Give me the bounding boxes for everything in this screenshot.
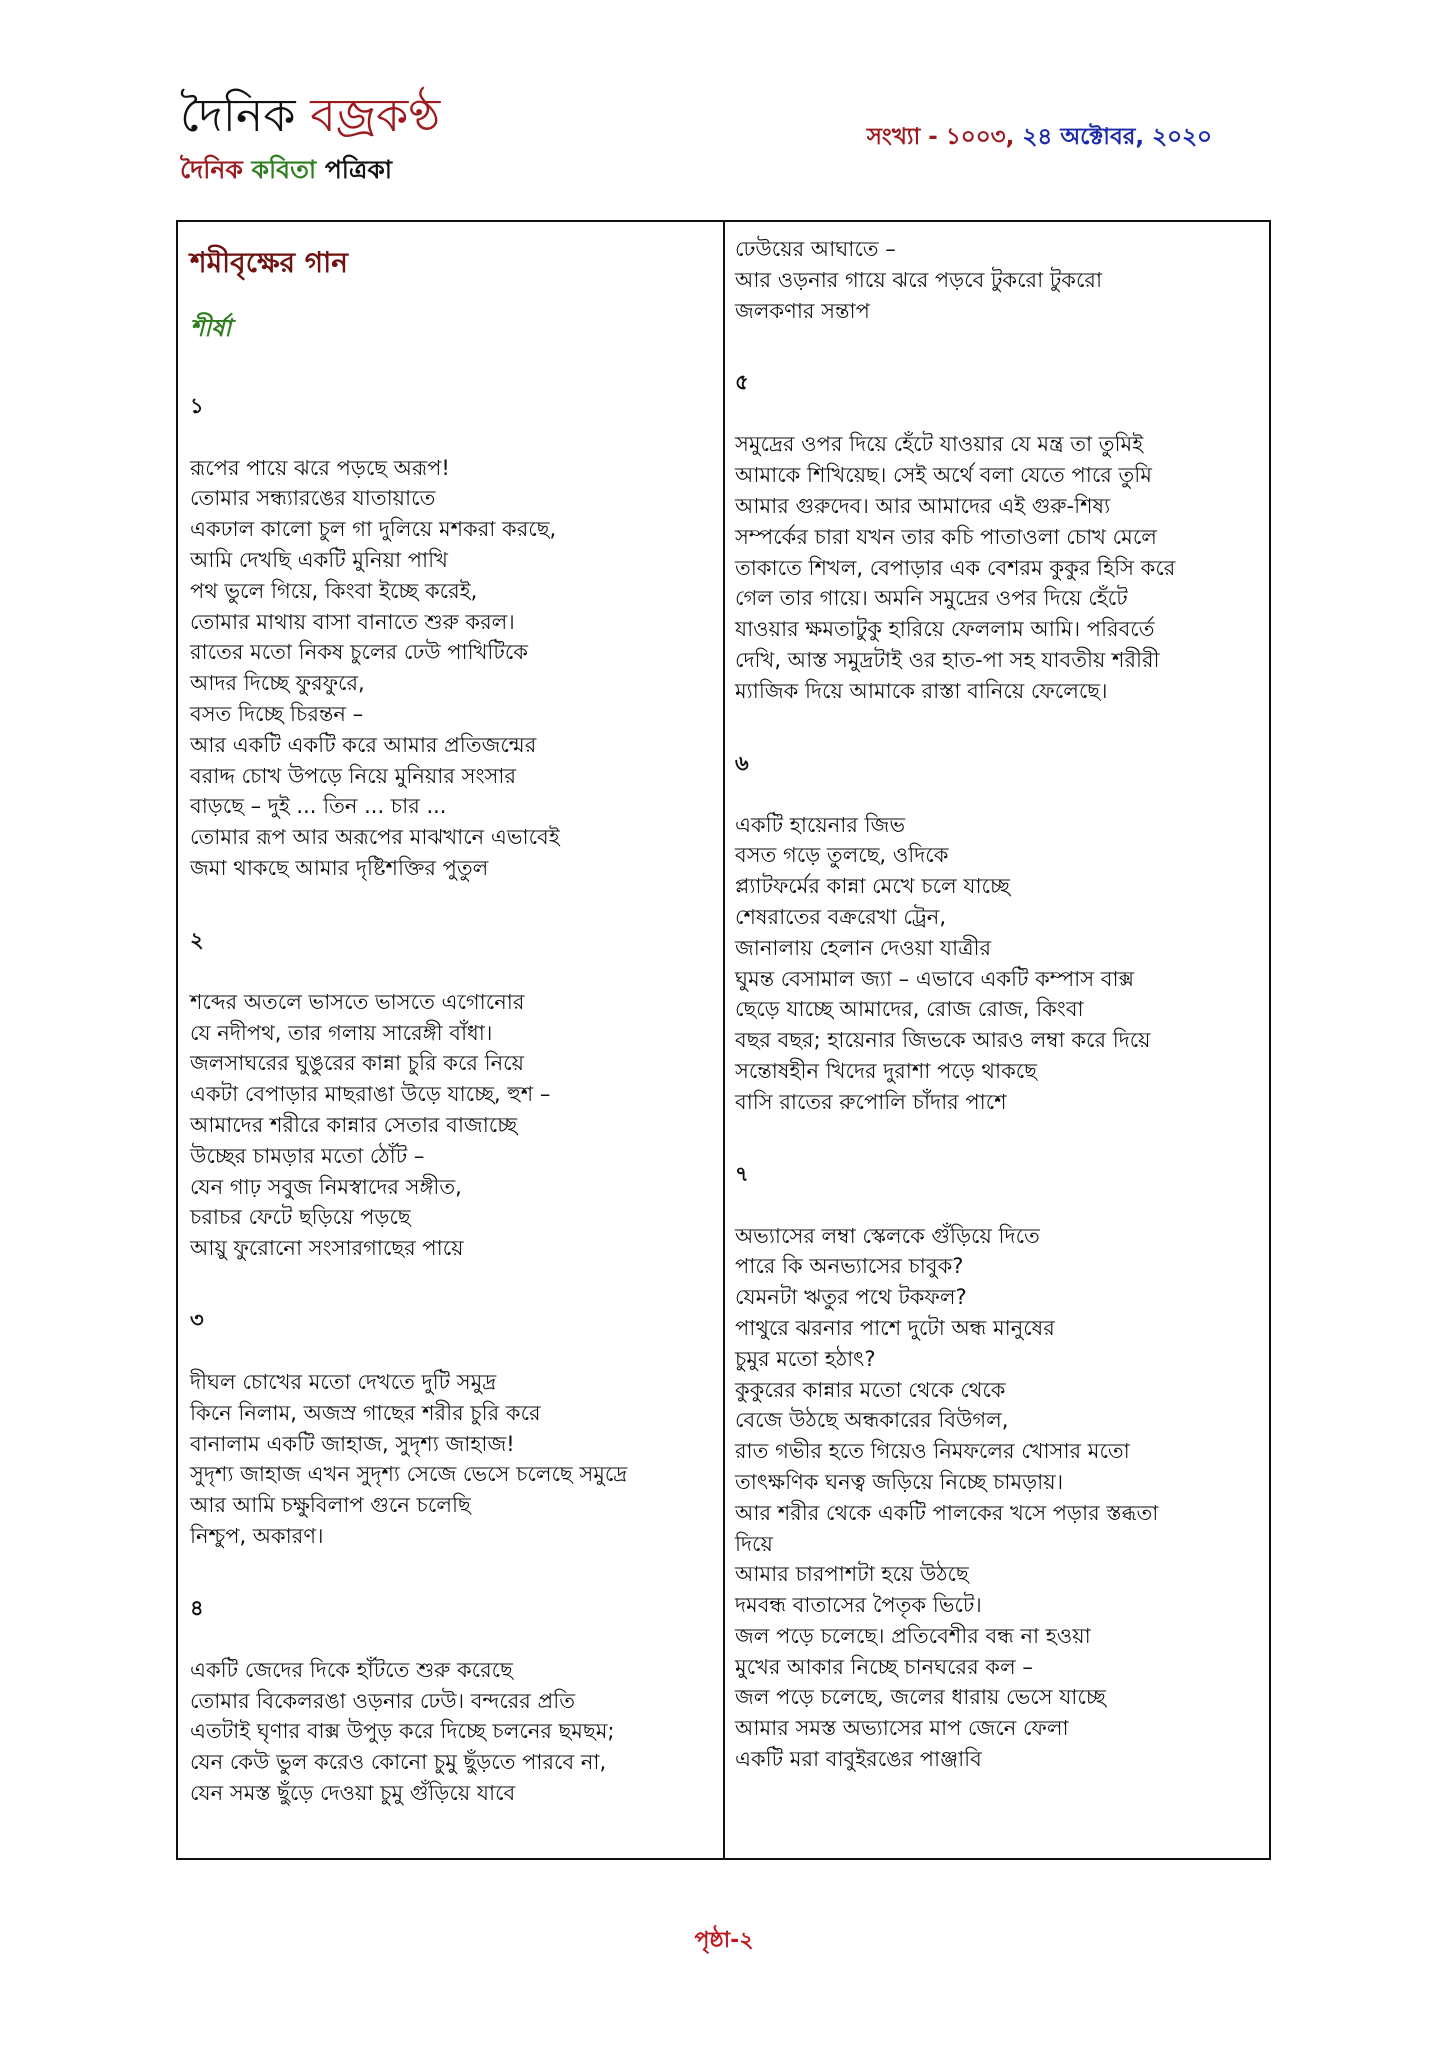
poem-line: একটি জেদের দিকে হাঁটতে শুরু করেছে (190, 1657, 513, 1682)
poem-line: আমাদের শরীরে কান্নার সেতার বাজাচ্ছে (190, 1112, 518, 1137)
stanza-4-continued (735, 234, 1261, 326)
section-number-2: ২ (190, 927, 204, 952)
poem-line: তোমার সন্ধ্যারঙের যাতায়াতে (190, 486, 436, 511)
poem-line: জল পড়ে চলেছে, জলের ধারায় ভেসে যাচ্ছে (735, 1685, 1106, 1710)
poem-line: তোমার বিকেলরঙা ওড়নার ঢেউ। বন্দরের প্রতি (190, 1688, 575, 1713)
section-number-6: ৬ (735, 750, 749, 775)
poem-line: আমি দেখছি একটি মুনিয়া পাখি (190, 547, 448, 572)
poem-line: তাৎক্ষণিক ঘনত্ব জড়িয়ে নিচ্ছে চামড়ায়। (735, 1469, 1064, 1494)
poem-line: রাতের মতো নিকষ চুলের ঢেউ পাখিটিকে (190, 640, 528, 665)
section-number-1: ১ (190, 393, 204, 418)
poem-line: বাসি রাতের রুপোলি চাঁদার পাশে (735, 1089, 1007, 1114)
poem-line: তোমার মাথায় বাসা বানাতে শুরু করল। (190, 609, 515, 634)
poem-line: রাত গভীর হতে গিয়েও নিমফলের খোসার মতো (735, 1439, 1130, 1464)
poem-line: দীঘল চোখের মতো দেখতে দুটি সমুদ্র (190, 1369, 497, 1394)
poem-line: পথ ভুলে গিয়ে, কিংবা ইচ্ছে করেই, (190, 578, 478, 603)
poem-line: অভ্যাসের লম্বা স্কেলকে গুঁড়িয়ে দিতে (735, 1223, 1040, 1248)
newspaper-subtitle (180, 150, 440, 193)
poem-line: সুদৃশ্য জাহাজ এখন সুদৃশ্য সেজে ভেসে চলেছে সমুদ্রে (190, 1462, 628, 1487)
stanza-1 (190, 453, 713, 884)
poem-line: আয়ু ফুরোনো সংসারগাছের পায়ে (190, 1236, 464, 1261)
poem-line: বেজে উঠছে অন্ধকারের বিউগল, (735, 1408, 1009, 1433)
poem-line: এতটাই ঘৃণার বাক্স উপুড় করে দিচ্ছে চলনের ছমছম; (190, 1719, 615, 1744)
poem-line: ঢেউয়ের আঘাতে – (735, 237, 896, 261)
poem-line: মুখের আকার নিচ্ছে চানঘরের কল – (735, 1654, 1033, 1679)
poem-line: যেন গাঢ় সবুজ নিমস্বাদের সঙ্গীত, (190, 1174, 462, 1199)
issue-date: ২৪ অক্টোবর, ২০২০ (1022, 124, 1212, 150)
section-number-5: ৫ (735, 370, 749, 395)
poem-line: বাড়ছে – দুই ... তিন ... চার ... (190, 794, 447, 819)
poem-line: সন্তোষহীন খিদের দুরাশা পড়ে থাকছে (735, 1058, 1037, 1083)
poem-line: বছর বছর; হায়েনার জিভকে আরও লম্বা করে দিয়ে (735, 1028, 1151, 1053)
poem-line: তোমার রূপ আর অরূপের মাঝখানে এভাবেই (190, 825, 560, 850)
poem-line: যেন সমস্ত ছুঁড়ে দেওয়া চুমু গুঁড়িয়ে যাবে (190, 1780, 516, 1805)
masthead (180, 88, 441, 193)
section-number-4: ৪ (190, 1595, 204, 1620)
poem-line: পাথুরে ঝরনার পাশে দুটো অন্ধ মানুষের (735, 1315, 1055, 1340)
right-column (725, 222, 1269, 1858)
poem-title: শমীবৃক্ষের গান (190, 246, 348, 279)
poem-line: একটি মরা বাবুইরঙের পাঞ্জাবি (735, 1747, 982, 1772)
subtitle-part-2: কবিতা (251, 155, 317, 184)
poem-line: বানালাম একটি জাহাজ, সুদৃশ্য জাহাজ! (190, 1431, 515, 1456)
poem-line: তাকাতে শিখল, বেপাড়ার এক বেশরম কুকুর হিসি করে (735, 555, 1176, 580)
poem-line: সম্পর্কের চারা যখন তার কচি পাতাওলা চোখ মেলে (735, 524, 1157, 549)
section-number-3: ৩ (190, 1307, 204, 1332)
subtitle-part-1: দৈনিক (180, 155, 243, 184)
poem-line: একটি হায়েনার জিভ (735, 812, 906, 837)
stanza-6 (735, 810, 1261, 1118)
poem-line: সমুদ্রের ওপর দিয়ে হেঁটে যাওয়ার যে মন্ত্র তা তুমিই (735, 432, 1144, 457)
poem-line: শেষরাতের বক্ররেখা ট্রেন, (735, 904, 947, 929)
poem-line: যে নদীপথ, তার গলায় সারেঙ্গী বাঁধা। (190, 1020, 493, 1045)
poem-line: বসত দিচ্ছে চিরন্তন – (190, 701, 364, 726)
stanza-4 (190, 1655, 713, 1809)
poem-line: আমার গুরুদেব। আর আমাদের এই গুরু-শিষ্য (735, 493, 1111, 518)
section-number-7: ৭ (735, 1161, 749, 1186)
poem-line: আর একটি একটি করে আমার প্রতিজন্মের (190, 732, 537, 757)
poem-line: গেল তার গায়ে। অমনি সমুদ্রের ওপর দিয়ে হেঁটে (735, 586, 1128, 611)
poem-line: দিয়ে (735, 1531, 773, 1556)
poem-line: যেমনটা ঋতুর পথে টকফল? (735, 1285, 967, 1310)
poem-line: ছেড়ে যাচ্ছে আমাদের, রোজ রোজ, কিংবা (735, 997, 1084, 1022)
poem-line: উচ্ছের চামড়ার মতো ঠোঁট – (190, 1143, 425, 1168)
title-part-1: দৈনিক (180, 88, 296, 142)
stanza-3 (190, 1367, 713, 1552)
stanza-7 (735, 1221, 1261, 1775)
poem-line: একঢাল কালো চুল গা দুলিয়ে মশকরা করছে, (190, 517, 557, 542)
poem-line: একটা বেপাড়ার মাছরাঙা উড়ে যাচ্ছে, হুশ – (190, 1082, 551, 1107)
newspaper-title (180, 88, 441, 142)
poem-line: কিনে নিলাম, অজস্র গাছের শরীর চুরি করে (190, 1400, 541, 1425)
poem-line: জানালায় হেলান দেওয়া যাত্রীর (735, 935, 992, 960)
poem-line: আদর দিচ্ছে ফুরফুরে, (190, 671, 365, 696)
poem-line: জমা থাকছে আমার দৃষ্টিশক্তির পুতুল (190, 855, 489, 880)
poem-line: শব্দের অতলে ভাসতে ভাসতে এগোনোর (190, 989, 525, 1014)
poem-box (176, 220, 1271, 1860)
poem-line: নিশ্চুপ, অকারণ। (190, 1523, 324, 1548)
stanza-5 (735, 429, 1261, 706)
left-column (178, 222, 725, 1858)
poem-line: যাওয়ার ক্ষমতাটুকু হারিয়ে ফেললাম আমি। পরিবর্তে (735, 617, 1155, 642)
poem-line: কুকুরের কান্নার মতো থেকে থেকে (735, 1377, 1006, 1402)
poem-line: ঘুমন্ত বেসামাল জ্যা – এভাবে একটি কম্পাস বাক্স (735, 966, 1135, 991)
poet-name: শীর্ষা (190, 313, 232, 342)
poem-line: বসত গড়ে তুলছে, ওদিকে (735, 843, 949, 868)
poem-line: রূপের পায়ে ঝরে পড়ছে অরূপ! (190, 455, 450, 480)
poem-line: আমাকে শিখিয়েছ। সেই অর্থে বলা যেতে পারে তুমি (735, 463, 1152, 488)
issue-number: সংখ্যা - ১০০৩, (866, 124, 1015, 150)
title-part-2: বজ্রকণ্ঠ (310, 88, 441, 142)
issue-info (867, 118, 1212, 157)
poem-line: প্ল্যাটফর্মের কান্না মেখে চলে যাচ্ছে (735, 874, 1010, 899)
poem-line: আমার চারপাশটা হয়ে উঠছে (735, 1562, 969, 1587)
poem-line: চরাচর ফেটে ছড়িয়ে পড়ছে (190, 1205, 411, 1230)
poem-line: জল পড়ে চলেছে। প্রতিবেশীর বন্ধ না হওয়া (735, 1623, 1091, 1648)
poem-line: পারে কি অনভ্যাসের চাবুক? (735, 1254, 964, 1279)
poem-line: আর শরীর থেকে একটি পালকের খসে পড়ার স্তব্ধতা (735, 1500, 1159, 1525)
poem-line: বরাদ্দ চোখ উপড়ে নিয়ে মুনিয়ার সংসার (190, 763, 517, 788)
poem-line: জলসাঘরের ঘুঙুরের কান্না চুরি করে নিয়ে (190, 1051, 524, 1076)
stanza-2 (190, 987, 713, 1264)
subtitle-part-3: পত্রিকা (324, 155, 393, 184)
poem-line: ম্যাজিক দিয়ে আমাকে রাস্তা বানিয়ে ফেলেছে। (735, 678, 1108, 703)
poem-line: চুমুর মতো হঠাৎ? (735, 1346, 876, 1371)
poem-line: আর ওড়নার গায়ে ঝরে পড়বে টুকরো টুকরো (735, 267, 1103, 292)
page-number: পৃষ্ঠা-২ (694, 1928, 754, 1953)
poem-line: আর আমি চক্ষুবিলাপ গুনে চলেছি (190, 1493, 471, 1518)
poem-line: জলকণার সন্তাপ (735, 298, 870, 323)
poem-line: আমার সমস্ত অভ্যাসের মাপ জেনে ফেলা (735, 1716, 1069, 1741)
poem-line: দেখি, আস্ত সমুদ্রটাই ওর হাত-পা সহ যাবতীয় শরীরী (735, 647, 1160, 672)
poem-line: দমবন্ধ বাতাসের পৈতৃক ভিটে। (735, 1593, 982, 1618)
poem-line: যেন কেউ ভুল করেও কোনো চুমু ছুঁড়তে পারবে না, (190, 1750, 607, 1775)
